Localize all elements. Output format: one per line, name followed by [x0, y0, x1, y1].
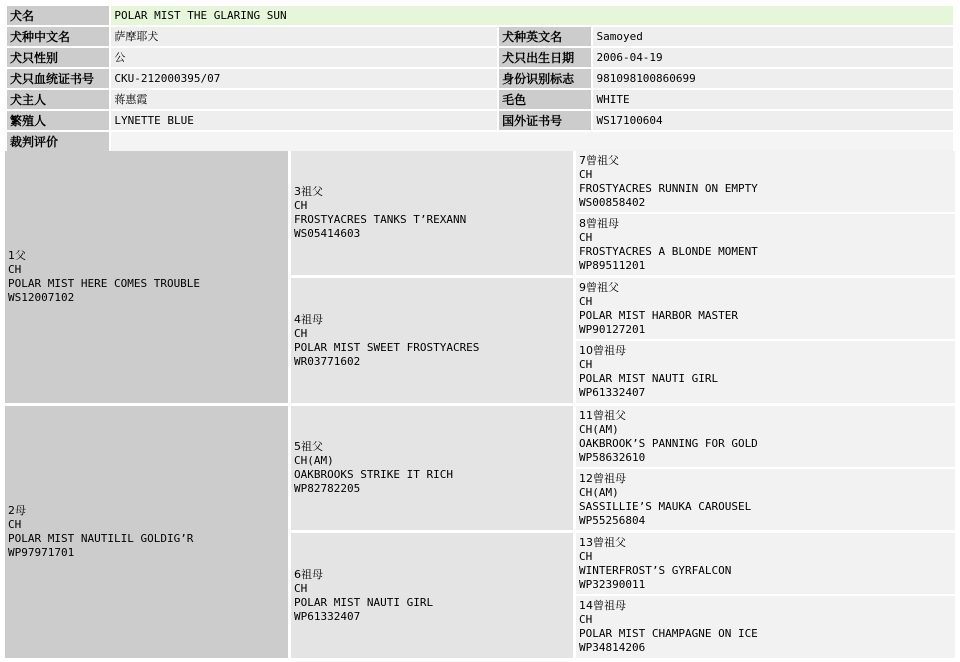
parent-sire — [5, 151, 288, 403]
ancestor-title: CH — [579, 294, 593, 308]
ancestor-reg-number: WS00858402 — [579, 195, 646, 209]
ancestor-reg-number: WS12007102 — [8, 291, 75, 304]
ancestor-name: POLAR MIST HARBOR MASTER — [579, 308, 738, 322]
ancestor-title: CH — [294, 199, 308, 212]
ancestor-reg-number: WP97971701 — [8, 546, 75, 559]
ancestor-name: FROSTYACRES TANKS T’REXANN — [294, 213, 467, 226]
ancestor-relation: 11曾祖父 — [579, 408, 626, 422]
pedigree-cert-label: 犬只血统证书号 — [7, 69, 109, 88]
ancestor-title: CH — [8, 263, 22, 276]
ancestor-relation: 1父 — [8, 249, 26, 262]
ancestor-title: CH — [294, 581, 308, 595]
sex-value: 公 — [111, 48, 497, 67]
ancestor-title: CH — [294, 326, 308, 340]
ancestor-relation: 10曾祖母 — [579, 344, 626, 357]
ancestor-title: CH — [579, 613, 593, 626]
foreign-cert-value: WS17100604 — [593, 111, 953, 130]
ancestor-relation: 14曾祖母 — [579, 599, 626, 612]
id-mark-value: 981098100860699 — [593, 69, 953, 88]
breed-en-value: Samoyed — [593, 27, 953, 46]
judge-evaluation-label: 裁判评价 — [7, 132, 109, 151]
ancestor-relation: 6祖母 — [294, 567, 323, 581]
ancestor-title: CH — [579, 230, 593, 244]
grandparent-5 — [291, 406, 573, 530]
great-grandparent-10 — [576, 341, 955, 403]
great-grandparent-7 — [576, 151, 955, 212]
owner-label: 犬主人 — [7, 90, 109, 109]
ancestor-name: POLAR MIST HERE COMES TROUBLE — [8, 277, 201, 290]
ancestor-reg-number: WS05414603 — [294, 227, 361, 240]
dog-info-table — [5, 4, 955, 153]
dog-name-label: 犬名 — [7, 6, 109, 25]
coat-color-value: WHITE — [593, 90, 953, 109]
ancestor-title: CH(AM) — [294, 454, 334, 467]
breeder-value: LYNETTE BLUE — [111, 111, 497, 130]
ancestor-reg-number: WP61332407 — [294, 609, 361, 623]
ancestor-reg-number: WP58632610 — [579, 450, 646, 464]
ancestor-relation: 13曾祖父 — [579, 535, 626, 549]
ancestor-reg-number: WR03771602 — [294, 354, 361, 368]
ancestor-relation: 5祖父 — [294, 440, 323, 453]
ancestor-reg-number: WP34814206 — [579, 641, 646, 654]
grandparent-4 — [291, 278, 573, 403]
birth-date-label: 犬只出生日期 — [499, 48, 591, 67]
foreign-cert-label: 国外证书号 — [499, 111, 591, 130]
ancestor-relation: 4祖母 — [294, 312, 323, 326]
breed-cn-label: 犬种中文名 — [7, 27, 109, 46]
pedigree-cert-value: CKU-212000395/07 — [111, 69, 497, 88]
ancestor-name: FROSTYACRES RUNNIN ON EMPTY — [579, 181, 758, 195]
parent-dam — [5, 406, 288, 658]
ancestor-name: SASSILLIE’S MAUKA CAROUSEL — [579, 499, 752, 513]
ancestor-title: CH(AM) — [579, 422, 619, 436]
ancestor-title: CH — [579, 549, 593, 563]
ancestor-reg-number: WP90127201 — [579, 322, 646, 336]
ancestor-relation: 7曾祖父 — [579, 153, 619, 167]
ancestor-name: POLAR MIST NAUTILIL GOLDIG’R — [8, 532, 194, 545]
coat-color-label: 毛色 — [499, 90, 591, 109]
id-mark-label: 身份识别标志 — [499, 69, 591, 88]
great-grandparent-8 — [576, 214, 955, 275]
grandparent-6 — [291, 533, 573, 658]
ancestor-name: OAKBROOKS STRIKE IT RICH — [294, 468, 453, 481]
breed-en-label: 犬种英文名 — [499, 27, 591, 46]
ancestor-relation: 8曾祖母 — [579, 216, 619, 230]
birth-date-value: 2006-04-19 — [593, 48, 953, 67]
ancestor-relation: 9曾祖父 — [579, 280, 619, 294]
grandparent-3 — [291, 151, 573, 275]
ancestor-relation: 12曾祖母 — [579, 471, 626, 485]
dog-name-value: POLAR MIST THE GLARING SUN — [111, 6, 953, 25]
ancestor-name: POLAR MIST NAUTI GIRL — [294, 595, 434, 609]
pedigree-tree — [5, 151, 955, 658]
ancestor-title: CH — [579, 358, 593, 371]
ancestor-name: POLAR MIST NAUTI GIRL — [579, 372, 719, 385]
ancestor-name: FROSTYACRES A BLONDE MOMENT — [579, 244, 758, 258]
ancestor-reg-number: WP55256804 — [579, 513, 646, 527]
sex-label: 犬只性别 — [7, 48, 109, 67]
ancestor-title: CH(AM) — [579, 485, 619, 499]
ancestor-name: OAKBROOK’S PANNING FOR GOLD — [579, 436, 758, 450]
judge-evaluation-value — [111, 132, 953, 151]
ancestor-title: CH — [579, 167, 593, 181]
ancestor-reg-number: WP89511201 — [579, 258, 646, 272]
ancestor-name: POLAR MIST CHAMPAGNE ON ICE — [579, 627, 758, 640]
owner-value: 蒋惠霞 — [111, 90, 497, 109]
ancestor-title: CH — [8, 518, 22, 531]
ancestor-name: POLAR MIST SWEET FROSTYACRES — [294, 340, 480, 354]
ancestor-reg-number: WP61332407 — [579, 386, 646, 399]
ancestor-reg-number: WP82782205 — [294, 482, 361, 495]
ancestor-reg-number: WP32390011 — [579, 577, 646, 591]
ancestor-relation: 3祖父 — [294, 185, 323, 198]
great-grandparent-11 — [576, 406, 955, 467]
breed-cn-value: 萨摩耶犬 — [111, 27, 497, 46]
great-grandparent-9 — [576, 278, 955, 339]
great-grandparent-12 — [576, 469, 955, 530]
great-grandparent-13 — [576, 533, 955, 594]
ancestor-name: WINTERFROST’S GYRFALCON — [579, 563, 732, 577]
ancestor-relation: 2母 — [8, 504, 26, 517]
great-grandparent-14 — [576, 596, 955, 658]
breeder-label: 繁殖人 — [7, 111, 109, 130]
